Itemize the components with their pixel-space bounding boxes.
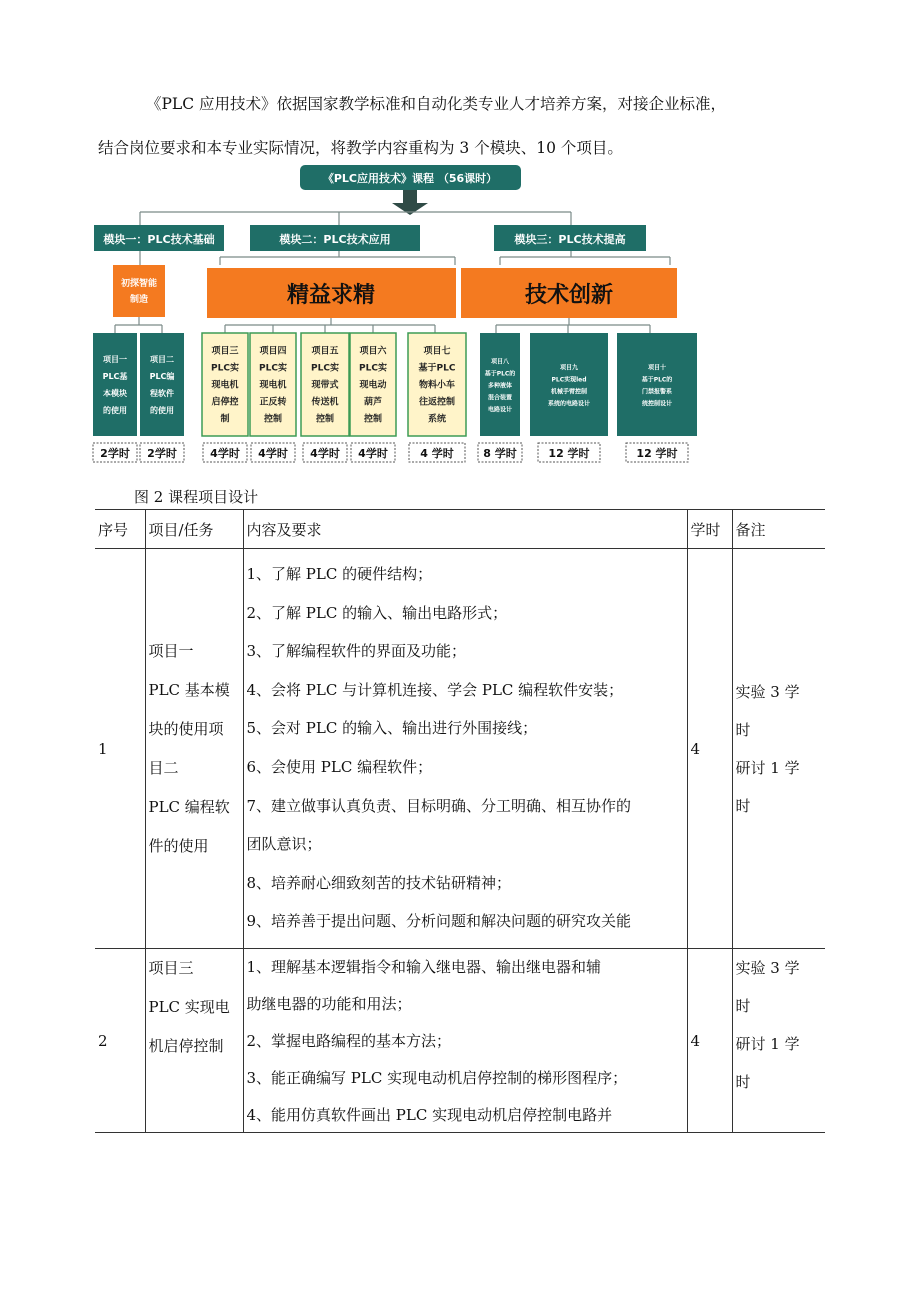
note-line: 时 [735, 796, 751, 815]
project-line: PLC 基本模 [148, 680, 230, 699]
project-box-text: 制 [220, 414, 230, 425]
module-1-label: 模块一：PLC技术基础 [103, 233, 215, 246]
hours-badge-label: 12 学时 [636, 447, 678, 460]
project-box-text: 混合装置 [487, 394, 513, 402]
project-box-9 [530, 333, 608, 436]
note-line: 研讨 1 学 [735, 1035, 800, 1053]
project-box-text: PLC实 [259, 363, 287, 374]
project-box-text: 现带式 [311, 380, 339, 391]
project-box-text: 程软件 [150, 389, 174, 398]
requirement-item: 6、会使用 PLC 编程软件； [246, 757, 433, 776]
module-2-label: 模块二：PLC技术应用 [279, 233, 391, 246]
project-box-text: 项目二 [150, 355, 174, 364]
course-title: 《PLC应用技术》课程 （56课时） [322, 172, 498, 185]
down-arrow-icon [392, 203, 428, 215]
hours-badge-label: 4 学时 [420, 447, 454, 460]
project-line: 项目一 [148, 641, 194, 660]
project-box-text: PLC实 [211, 363, 239, 374]
hours-badge-label: 12 学时 [548, 447, 590, 460]
row-notes [732, 949, 825, 1133]
project-line: 项目三 [148, 959, 194, 977]
project-box-text: 物料小车 [418, 380, 456, 391]
project-box-text: 项目六 [359, 346, 387, 357]
project-box-text: 传送机 [311, 397, 339, 408]
note-line: 实验 3 学 [735, 959, 800, 977]
project-box-text: 门禁报警系 [641, 388, 673, 396]
table-row [95, 949, 825, 1133]
project-line: PLC 编程软 [148, 797, 230, 816]
project-box-text: 基于PLC的 [641, 376, 673, 384]
project-box-text: 项目三 [211, 346, 239, 357]
project-box-text: 控制 [363, 414, 383, 425]
project-box-text: PLC实 [311, 363, 339, 374]
row-project [145, 549, 243, 949]
requirement-item: 5、会对 PLC 的输入、输出进行外围接线； [246, 719, 538, 738]
requirement-item: 8、培养耐心细致刻苦的技术钻研精神； [246, 873, 512, 892]
explore-box [113, 265, 165, 317]
explore-line-1: 初探智能 [120, 279, 158, 289]
intro-line-2: 结合岗位要求和本专业实际情况，将教学内容重构为 3 个模块、10 个项目。 [98, 139, 623, 157]
project-box-text: 基于PLC [418, 363, 456, 374]
requirement-item: 助继电器的功能和用法； [246, 995, 412, 1013]
requirement-item [247, 941, 684, 948]
note-line: 实验 3 学 [735, 682, 800, 701]
project-box-text: 的使用 [150, 406, 174, 415]
project-box-text: 项目七 [423, 346, 451, 357]
row-project [145, 949, 243, 1133]
requirement-item: 2、掌握电路编程的基本方法； [246, 1032, 452, 1050]
project-box-text: 项目四 [259, 346, 287, 357]
project-box-text: PLC实 [359, 363, 387, 374]
project-box-text: PLC编 [149, 372, 175, 381]
project-box-text: 项目一 [103, 355, 127, 364]
project-box-text: 本模块 [103, 389, 127, 398]
note-line: 时 [735, 997, 751, 1015]
hours-badge-label: 4学时 [258, 447, 288, 460]
row-hours: 4 [687, 549, 732, 949]
header-hours: 学时 [687, 510, 732, 549]
project-box-text: 启停控 [211, 397, 239, 408]
project-connectors [115, 317, 650, 333]
row-no: 2 [95, 949, 145, 1133]
requirement-item: 7、建立做事认真负责、目标明确、分工明确、相互协作的 [246, 796, 632, 815]
project-box-text: 葫芦 [363, 397, 383, 408]
requirement-item: 3、能正确编写 PLC 实现电动机启停控制的梯形图程序； [246, 1069, 628, 1087]
table-header-row [95, 510, 825, 549]
project-box-text: 现电机 [211, 380, 239, 391]
project-box-text: 统控制设计 [641, 400, 673, 408]
banner-chuangxin-label: 技术创新 [524, 283, 614, 308]
requirement-item: 4、能用仿真软件画出 PLC 实现电动机启停控制电路并 [246, 1106, 613, 1124]
row-notes [732, 549, 825, 949]
module-connectors [140, 212, 571, 225]
requirement-item: 4、会将 PLC 与计算机连接、学会 PLC 编程软件安装； [246, 680, 624, 699]
header-project: 项目/任务 [145, 510, 243, 549]
project-box-text: 机械手臂控制 [550, 388, 588, 396]
project-box-10 [617, 333, 697, 436]
project-line: 块的使用项 [148, 719, 224, 738]
hours-badge-label: 2学时 [147, 447, 177, 460]
project-box-text: 电路设计 [487, 406, 513, 414]
row-hours: 4 [687, 949, 732, 1133]
course-structure-diagram [90, 165, 702, 467]
requirement-item: 3、了解编程软件的界面及功能； [246, 642, 467, 661]
header-no: 序号 [95, 510, 145, 549]
intro-paragraph [98, 92, 798, 161]
row-requirements [243, 549, 687, 949]
project-box-text: 系统的电路设计 [547, 400, 591, 408]
hours-badge-label: 4学时 [310, 447, 340, 460]
note-line: 研讨 1 学 [735, 758, 800, 777]
project-box-text: 控制 [315, 414, 335, 425]
requirement-item: 9、培养善于提出问题、分析问题和解决问题的研究攻关能 [246, 912, 632, 931]
project-box-text: 的使用 [103, 406, 127, 415]
project-box-text: 项目九 [559, 364, 579, 372]
banner-jingyi-label: 精益求精 [286, 283, 376, 308]
table-row [95, 549, 825, 949]
project-box-text: 现电机 [259, 380, 287, 391]
header-notes: 备注 [732, 510, 825, 549]
explore-line-2: 制造 [129, 295, 149, 305]
project-box-2 [140, 333, 184, 436]
hours-badge-label: 4学时 [210, 447, 240, 460]
row-requirements [243, 949, 687, 1133]
hours-badge-label: 4学时 [358, 447, 388, 460]
requirement-item: 1、理解基本逻辑指令和输入继电器、输出继电器和辅 [246, 958, 602, 976]
project-box-text: 现电动 [359, 380, 387, 391]
project-box-text: 系统 [427, 414, 447, 425]
project-box-text: 控制 [263, 414, 283, 425]
note-line: 时 [735, 1073, 751, 1091]
project-line: 目二 [148, 758, 179, 777]
project-box-text: PLC基 [102, 372, 128, 381]
requirement-item: 2、了解 PLC 的输入、输出电路形式； [246, 603, 508, 622]
module-3-label: 模块三：PLC技术提高 [514, 233, 626, 246]
project-box-text: 基于PLC的 [484, 370, 516, 378]
project-box-text: 项目八 [490, 358, 510, 366]
project-box-text: PLC实现led [551, 376, 587, 384]
project-line: 机启停控制 [148, 1037, 224, 1055]
hours-badge-label: 8 学时 [483, 447, 517, 460]
project-box-text: 往返控制 [418, 397, 456, 408]
row-no: 1 [95, 549, 145, 949]
figure-caption: 图 2 课程项目设计 [134, 488, 259, 506]
requirement-item: 团队意识； [246, 835, 322, 854]
project-box-text: 正反转 [259, 397, 287, 408]
project-line: PLC 实现电 [148, 998, 230, 1016]
project-box-text: 项目十 [647, 364, 667, 372]
project-boxes [93, 333, 697, 462]
requirement-item: 1、了解 PLC 的硬件结构； [246, 565, 433, 583]
project-box-text: 多种液体 [487, 382, 513, 390]
project-box-text: 项目五 [311, 346, 339, 357]
banner-connectors [140, 251, 670, 265]
header-requirements: 内容及要求 [243, 510, 687, 549]
arrow-stem [403, 190, 417, 204]
note-line: 时 [735, 720, 751, 739]
project-box-1 [93, 333, 137, 436]
intro-line-1: 《PLC 应用技术》依据国家教学标准和自动化类专业人才培养方案，对接企业标准， [146, 95, 727, 113]
project-line: 件的使用 [148, 836, 209, 855]
hours-badge-label: 2学时 [100, 447, 130, 460]
course-table [95, 509, 825, 1133]
